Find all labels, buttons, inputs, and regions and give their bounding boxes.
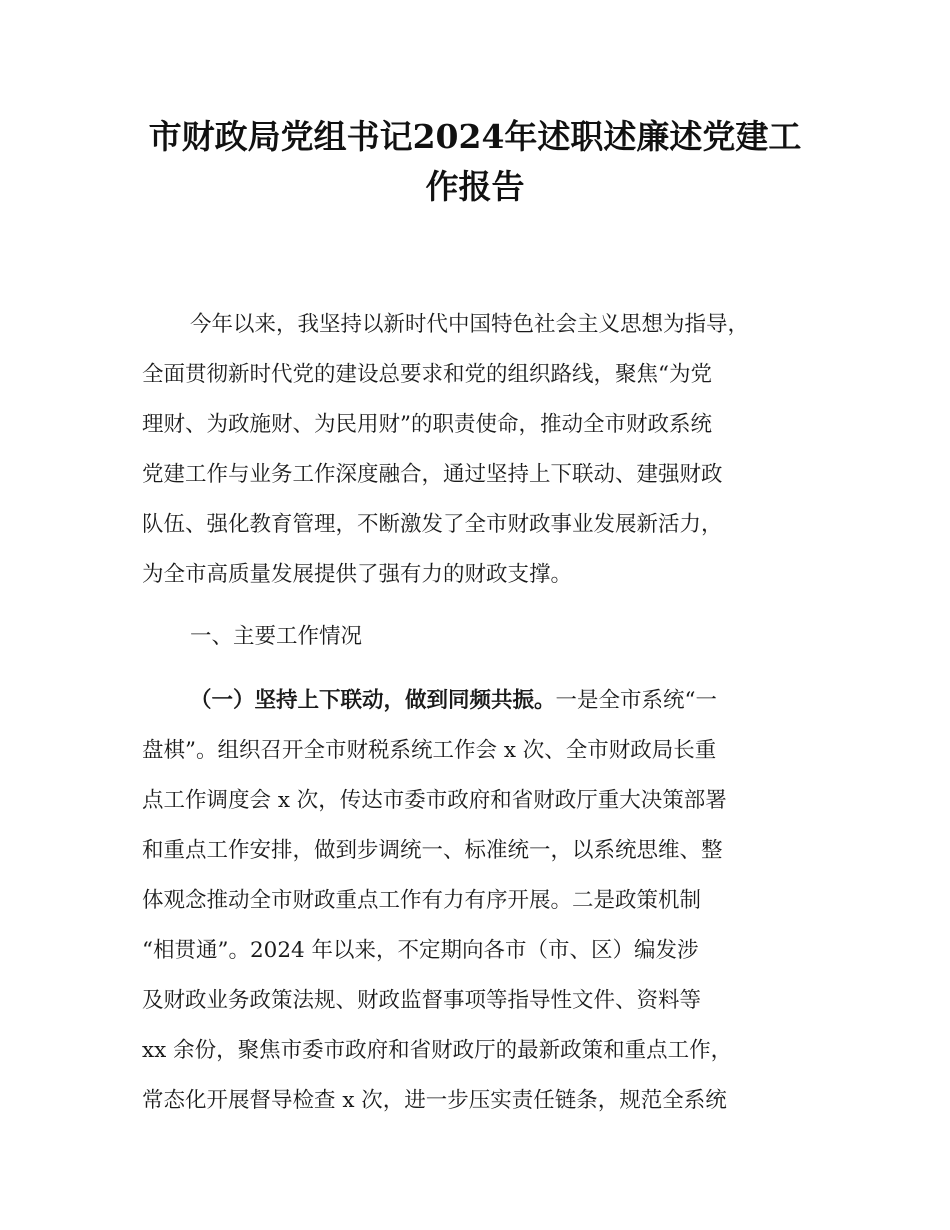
intro-line: 今年以来，我坚持以新时代中国特色社会主义思想为指导，: [190, 312, 750, 337]
subsection-heading: （一）坚持上下联动，做到同频共振。: [190, 688, 556, 713]
intro-line: 理财、为政施财、为民用财”的职责使命，推动全市财政系统: [142, 412, 712, 437]
subsection-line: 体观念推动全市财政重点工作有力有序开展。二是政策机制: [142, 888, 702, 913]
subsection-line: 常态化开展督导检查 x 次，进一步压实责任链条，规范全系统: [142, 1088, 727, 1113]
intro-line: 为全市高质量发展提供了强有力的财政支撑。: [142, 562, 573, 587]
subsection-line: 及财政业务政策法规、财政监督事项等指导性文件、资料等: [142, 988, 702, 1013]
section-heading-text: 一、主要工作情况: [190, 624, 363, 649]
subsection-first-line-rest: 一是全市系统“一: [555, 688, 718, 713]
intro-line: 全面贯彻新时代党的建设总要求和党的组织路线，聚焦“为党: [142, 362, 712, 387]
section-heading: [142, 612, 810, 662]
subsection-first-line: [142, 676, 810, 726]
title-line-1: 市财政局党组书记2024年述职述廉述党建工: [148, 117, 802, 156]
subsection-line: “相贯通”。2024 年以来，不定期向各市（市、区）编发涉: [142, 938, 699, 963]
subsection-line: 和重点工作安排，做到步调统一、标准统一，以系统思维、整: [142, 838, 723, 863]
subsection-line: xx 余份，聚焦市委市政府和省财政厅的最新政策和重点工作，: [142, 1038, 733, 1063]
intro-line: 队伍、强化教育管理，不断激发了全市财政事业发展新活力，: [142, 512, 723, 537]
subsection-paragraph: [142, 676, 810, 1126]
intro-line: 党建工作与业务工作深度融合，通过坚持上下联动、建强财政: [142, 462, 723, 487]
subsection-line: 盘棋”。组织召开全市财税系统工作会 x 次、全市财政局长重: [142, 738, 717, 763]
title-line-2: 作报告: [425, 167, 525, 206]
subsection-line: 点工作调度会 x 次，传达市委市政府和省财政厅重大决策部署: [142, 788, 727, 813]
intro-paragraph: [142, 300, 810, 600]
document-title: [100, 112, 850, 212]
